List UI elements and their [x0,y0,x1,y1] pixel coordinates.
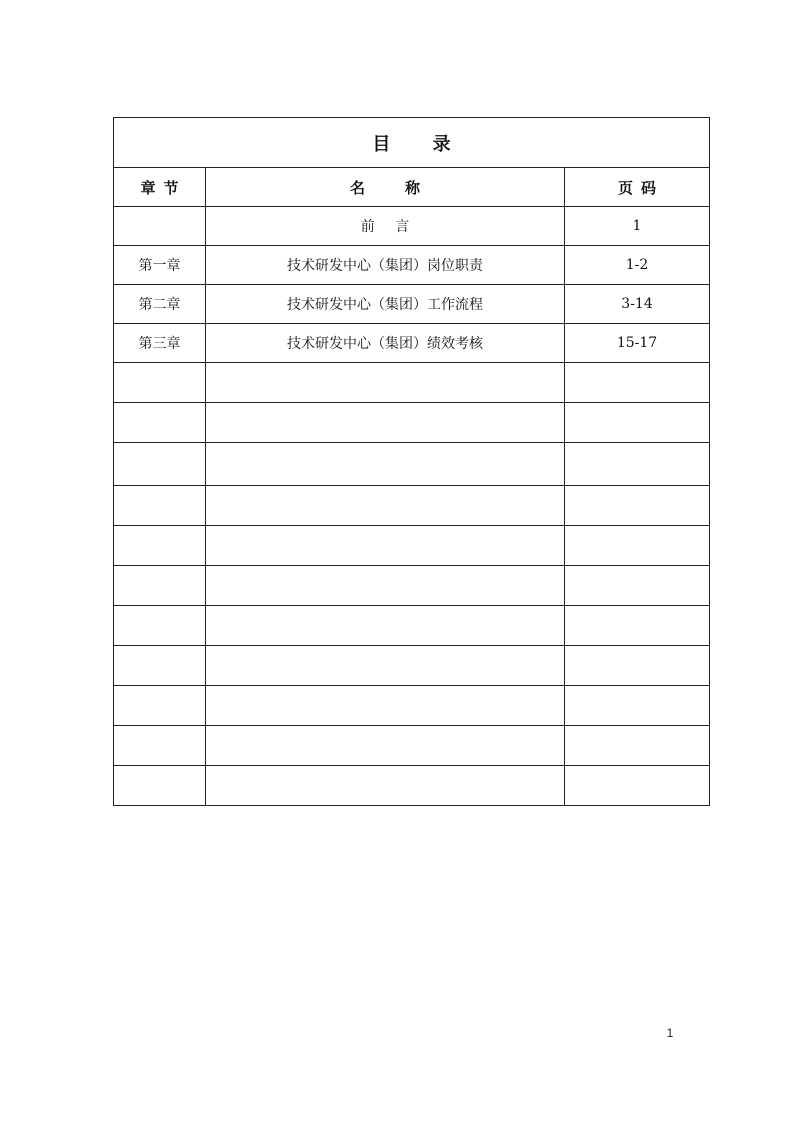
cell-page: 3-14 [565,285,710,324]
cell-name [206,403,565,443]
cell-name [206,566,565,606]
cell-page [565,566,710,606]
cell-chapter [114,606,206,646]
cell-chapter [114,566,206,606]
cell-name: 技术研发中心（集团）岗位职责 [206,246,565,285]
table-row [114,403,710,443]
cell-page: 15-17 [565,324,710,363]
toc-rows [114,207,710,806]
cell-chapter [114,526,206,566]
table-row [114,766,710,806]
cell-page [565,606,710,646]
cell-page: 1 [565,207,710,246]
header-chapter: 章节 [114,168,206,207]
cell-page [565,443,710,486]
table-row [114,363,710,403]
page-number: 1 [666,1026,674,1040]
cell-chapter [114,646,206,686]
cell-chapter [114,486,206,526]
cell-page: 1-2 [565,246,710,285]
cell-page [565,486,710,526]
cell-chapter: 第三章 [114,324,206,363]
cell-name [206,606,565,646]
table-row [114,526,710,566]
header-name: 名称 [206,168,565,207]
table-row [114,486,710,526]
toc-table [113,117,710,806]
cell-chapter: 第一章 [114,246,206,285]
cell-name [206,766,565,806]
cell-chapter [114,363,206,403]
cell-name: 前 言 [206,207,565,246]
cell-page [565,726,710,766]
cell-name [206,363,565,403]
cell-page [565,526,710,566]
cell-name [206,726,565,766]
table-row [114,686,710,726]
cell-name: 技术研发中心（集团）工作流程 [206,285,565,324]
table-row [114,646,710,686]
cell-page [565,686,710,726]
table-row [114,246,710,285]
cell-page [565,363,710,403]
table-row [114,285,710,324]
table-row [114,606,710,646]
cell-chapter [114,686,206,726]
table-row [114,726,710,766]
cell-name [206,646,565,686]
cell-page [565,766,710,806]
cell-chapter [114,403,206,443]
header-page: 页码 [565,168,710,207]
cell-name: 技术研发中心（集团）绩效考核 [206,324,565,363]
cell-chapter [114,443,206,486]
cell-page [565,403,710,443]
cell-chapter: 第二章 [114,285,206,324]
cell-page [565,646,710,686]
table-row [114,324,710,363]
cell-name [206,526,565,566]
cell-chapter [114,207,206,246]
table-row [114,207,710,246]
cell-name [206,686,565,726]
cell-chapter [114,766,206,806]
toc-title: 目 录 [114,118,710,168]
table-row [114,566,710,606]
table-row [114,443,710,486]
cell-name [206,443,565,486]
cell-chapter [114,726,206,766]
cell-name [206,486,565,526]
